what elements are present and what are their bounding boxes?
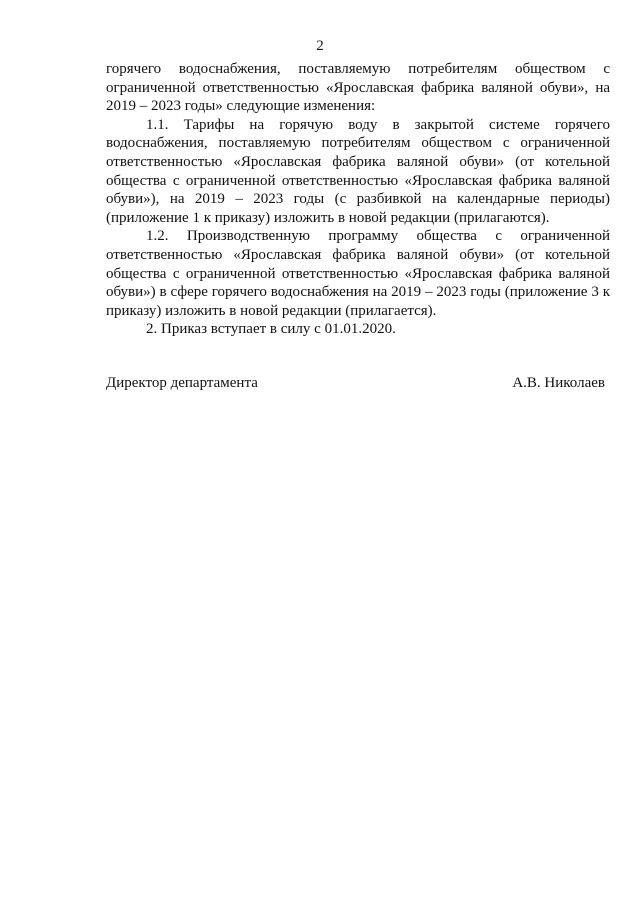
- signature-block: [106, 374, 605, 392]
- document-body: [106, 60, 610, 339]
- paragraph-item-1-1: 1.1. Тарифы на горячую воду в закрытой системе горячего водоснабжения, поставляемую потребителям обществом с ограниченной ответственностью «Ярославская фабрика валяной обуви» (от котельной общества с ограниченной ответственностью «Ярославская фабрика валяной обуви»), на 2019 – 2023 годы (с разбивкой на календарные периоды) (приложение 1 к приказу) изложить в новой редакции (прилагаются).: [106, 116, 610, 226]
- signatory-name: А.В. Николаев: [512, 375, 605, 391]
- page-number: 2: [316, 38, 324, 54]
- paragraph-continuation: горячего водоснабжения, поставляемую потребителям обществом с ограниченной ответственностью «Ярославская фабрика валяной обуви», на 2019 – 2023 годы» следующие изменения:: [106, 61, 610, 115]
- paragraph-item-1-2: 1.2. Производственную программу общества с ограниченной ответственностью «Ярославская фабрика валяной обуви» (от котельной общества с ограниченной ответственностью «Ярославская фабрика валяной обуви») в сфере горячего водоснабжения на 2019 – 2023 годы (приложение 3 к приказу) изложить в новой редакции (прилагается).: [106, 228, 610, 319]
- signatory-position: Директор департамента: [106, 375, 258, 391]
- paragraph-item-2: 2. Приказ вступает в силу с 01.01.2020.: [146, 321, 396, 338]
